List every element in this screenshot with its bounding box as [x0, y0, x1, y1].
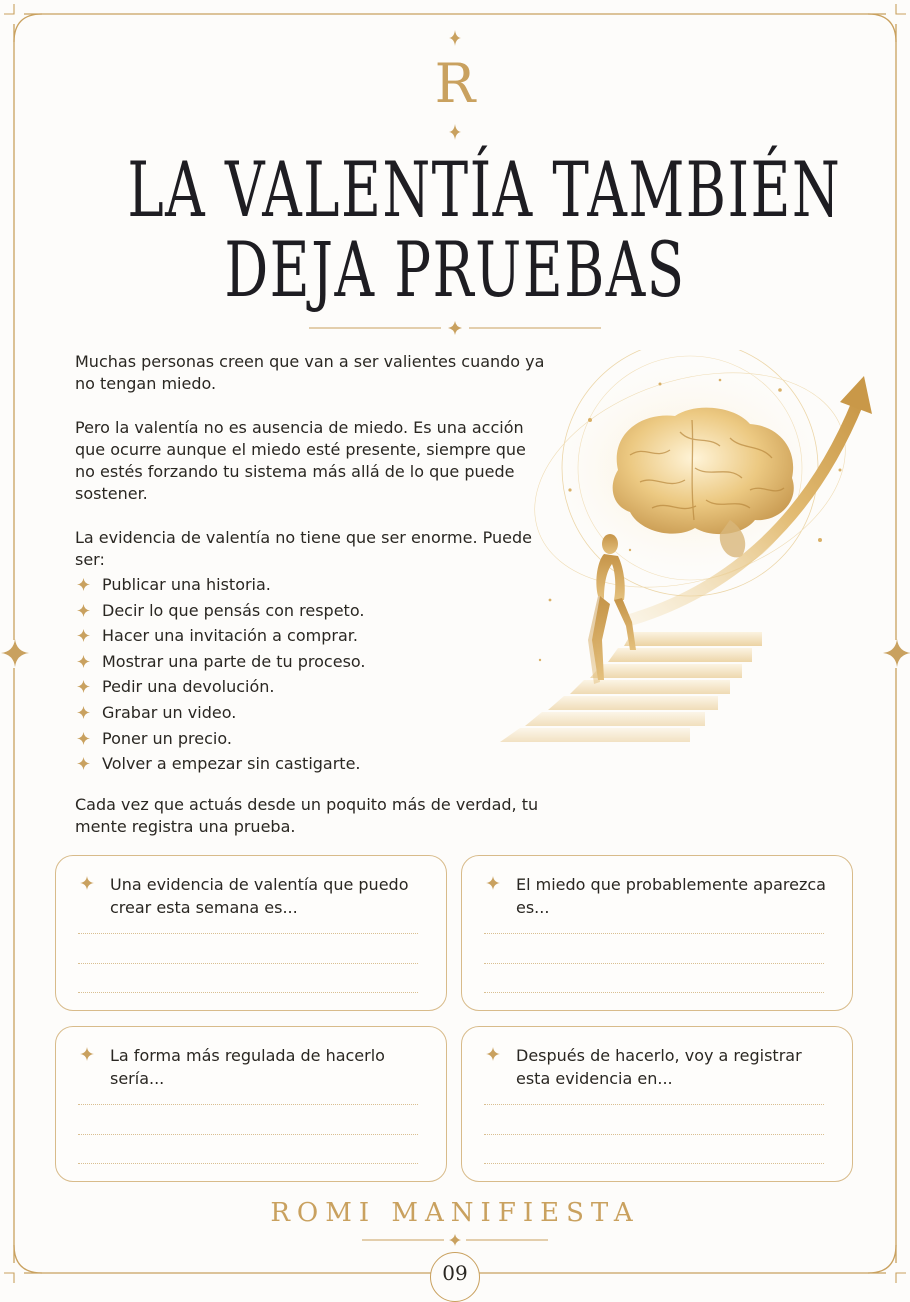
sparkle-icon	[449, 124, 461, 140]
title-divider	[305, 318, 605, 338]
intro-text-1: Muchas personas creen que van a ser valientes cuando ya no tengan miedo.	[75, 352, 545, 393]
intro-paragraph-3	[75, 527, 545, 571]
list-item-text: Hacer una invitación a comprar.	[102, 626, 358, 646]
star-bullet-icon	[77, 732, 90, 745]
page-number: 09	[430, 1252, 480, 1302]
brand-monogram: R	[434, 52, 476, 115]
writing-line[interactable]	[78, 963, 418, 964]
writing-line[interactable]	[484, 933, 824, 934]
writing-line[interactable]	[484, 963, 824, 964]
star-bullet-icon	[486, 1047, 500, 1061]
page-title	[127, 145, 842, 314]
journal-card[interactable]	[55, 855, 447, 1011]
star-bullet-icon	[80, 1047, 94, 1061]
journal-prompt: La forma más regulada de hacerlo sería...	[110, 1046, 385, 1088]
journal-prompt: El miedo que probablemente aparezca es...	[516, 875, 826, 917]
journal-card[interactable]	[461, 855, 853, 1011]
list-item	[75, 752, 366, 778]
journal-prompt: Después de hacerlo, voy a registrar esta evidencia en...	[516, 1046, 802, 1088]
list-item	[75, 573, 366, 599]
page-title-line-2: DEJA PRUEBAS	[224, 225, 686, 314]
brand-footer: ROMI MANIFIESTA	[270, 1198, 640, 1228]
list-item-text: Poner un precio.	[102, 728, 232, 748]
writing-line[interactable]	[484, 1163, 824, 1164]
list-item	[75, 599, 366, 625]
sparkle-icon	[449, 30, 461, 46]
courage-examples-list	[75, 573, 366, 778]
side-ornament-left-icon	[0, 638, 30, 668]
list-item	[75, 727, 366, 753]
star-bullet-icon	[77, 629, 90, 642]
closing-text: Cada vez que actuás desde un poquito más de verdad, tu mente registra una prueba.	[75, 795, 539, 836]
page-title-line-1: LA VALENTÍA TAMBIÉN	[127, 145, 842, 234]
list-item	[75, 624, 366, 650]
list-item-text: Pedir una devolución.	[102, 677, 275, 697]
intro-paragraph-2	[75, 417, 545, 505]
list-item	[75, 650, 366, 676]
list-item-text: Mostrar una parte de tu proceso.	[102, 651, 366, 671]
list-item	[75, 675, 366, 701]
writing-line[interactable]	[484, 992, 824, 993]
writing-line[interactable]	[78, 1134, 418, 1135]
list-item-text: Volver a empezar sin castigarte.	[102, 754, 361, 774]
star-bullet-icon	[77, 578, 90, 591]
intro-text-3: La evidencia de valentía no tiene que ser enorme. Puede ser:	[75, 528, 532, 569]
star-bullet-icon	[80, 876, 94, 890]
writing-line[interactable]	[78, 1163, 418, 1164]
star-bullet-icon	[486, 876, 500, 890]
writing-line[interactable]	[484, 1104, 824, 1105]
closing-paragraph	[75, 794, 545, 838]
list-item-text: Grabar un video.	[102, 702, 237, 722]
star-bullet-icon	[77, 604, 90, 617]
journal-card[interactable]	[461, 1026, 853, 1182]
list-item-text: Publicar una historia.	[102, 575, 271, 594]
writing-line[interactable]	[78, 1104, 418, 1105]
star-bullet-icon	[77, 706, 90, 719]
list-item-text: Decir lo que pensás con respeto.	[102, 600, 365, 620]
journal-prompt: Una evidencia de valentía que puedo crear esta semana es...	[110, 875, 409, 917]
journal-card[interactable]	[55, 1026, 447, 1182]
writing-line[interactable]	[78, 992, 418, 993]
intro-text-2: Pero la valentía no es ausencia de miedo. Es una acción que ocurre aunque el miedo esté presente, siempre que no estés forzando tu sistema más allá de lo que puede sostener.	[75, 418, 526, 503]
list-item	[75, 701, 366, 727]
writing-line[interactable]	[78, 933, 418, 934]
writing-line[interactable]	[484, 1134, 824, 1135]
star-bullet-icon	[77, 655, 90, 668]
star-bullet-icon	[77, 757, 90, 770]
star-bullet-icon	[77, 680, 90, 693]
intro-paragraph-1	[75, 351, 545, 395]
brain-staircase-illustration	[480, 350, 900, 780]
footer-divider	[362, 1234, 548, 1246]
